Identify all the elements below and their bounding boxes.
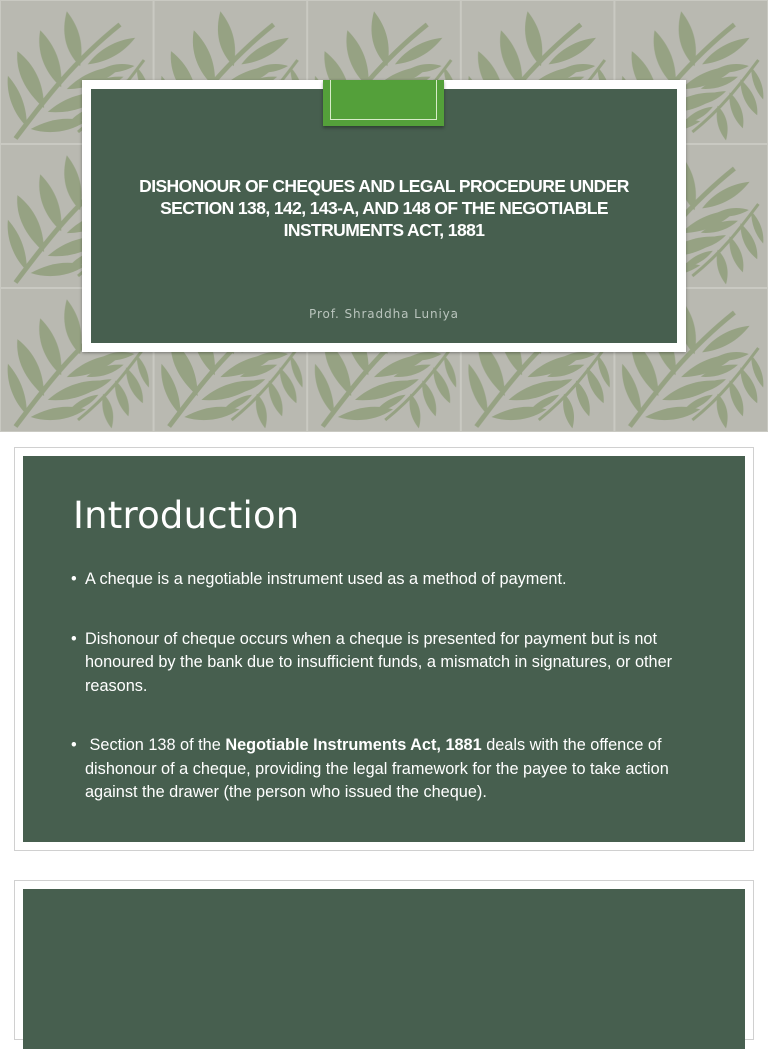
- bullet-text: A cheque is a negotiable instrument used as a method of payment.: [85, 570, 567, 588]
- bullet-text-bold: Negotiable Instruments Act, 1881: [225, 736, 482, 754]
- title-slide: [0, 0, 768, 432]
- bullet-list: [71, 568, 711, 841]
- bullet-marker: •: [71, 736, 77, 754]
- bullet-marker: •: [71, 570, 77, 588]
- bullet-text-pre: Section 138 of the: [85, 736, 226, 754]
- slide-subtitle-author: Prof. Shraddha Luniya: [309, 307, 459, 321]
- bullet-marker: •: [71, 629, 77, 648]
- bullet-item: [71, 628, 711, 699]
- introduction-panel: [23, 456, 745, 842]
- next-slide-panel: [23, 889, 745, 1049]
- bullet-text-post: deals with the offence of dishonour of a cheque, providing the legal framework for the payee to take action against the drawer (the person who issued the cheque).: [85, 736, 669, 801]
- title-card-panel: [91, 89, 677, 343]
- title-card: [82, 80, 686, 352]
- slide-heading: Introduction: [73, 494, 300, 537]
- slide-title: DISHONOUR OF CHEQUES AND LEGAL PROCEDURE UNDER SECTION 138, 142, 143-A, AND 148 OF THE NEGOTIABLE INSTRUMENTS ACT, 1881: [139, 176, 629, 240]
- green-accent-tab: [323, 80, 444, 126]
- bullet-text: Dishonour of cheque occurs when a cheque is presented for payment but is not honoured by the bank due to insufficient funds, a mismatch in signatures, or other reasons.: [85, 629, 673, 695]
- introduction-slide: [14, 447, 754, 851]
- accent-tab-inner-line: [330, 80, 437, 120]
- bullet-item: [71, 734, 711, 805]
- bullet-item: [71, 568, 711, 592]
- next-slide: [14, 880, 754, 1040]
